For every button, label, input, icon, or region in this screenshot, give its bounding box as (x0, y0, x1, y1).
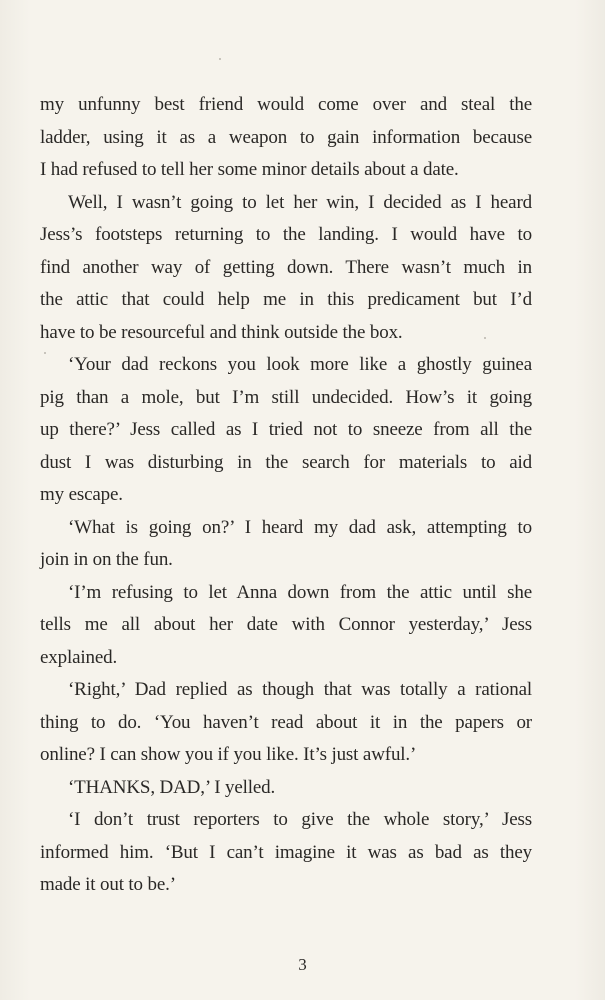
text-line: find another way of getting down. There wasn’t much in (40, 256, 532, 278)
text-line: the attic that could help me in this predicament but I’d (40, 289, 532, 310)
text-line: I had refused to tell her some minor details about a date. (40, 159, 459, 180)
text-line: thing to do. ‘You haven’t read about it in the papers or (40, 711, 532, 733)
text-line: informed him. ‘But I can’t imagine it was as bad as they (40, 841, 532, 863)
text-line: online? I can show you if you like. It’s just awful.’ (40, 744, 417, 765)
text-line: my unfunny best friend would come over and steal the (40, 94, 532, 115)
paragraph (40, 772, 532, 805)
text-line: ‘Your dad reckons you look more like a ghostly guinea (68, 354, 532, 375)
text-line: pig than a mole, but I’m still undecided. How’s it going (40, 386, 532, 408)
paragraph (40, 804, 532, 902)
text-line: dust I was disturbing in the search for materials to aid (40, 451, 532, 473)
text-line: up there?’ Jess called as I tried not to sneeze from all the (40, 419, 532, 440)
text-line: explained. (40, 646, 118, 668)
paragraph (40, 187, 532, 350)
text-line: tells me all about her date with Connor yesterday,’ Jess (40, 614, 532, 635)
text-line: my escape. (40, 484, 123, 505)
text-line: Jess’s footsteps returning to the landing. I would have to (40, 224, 532, 245)
text-line: made it out to be.’ (40, 874, 176, 895)
paper-speck (219, 58, 221, 60)
text-line: ‘I’m refusing to let Anna down from the attic until she (68, 581, 532, 603)
text-line: ‘I don’t trust reporters to give the whole story,’ Jess (68, 809, 532, 830)
text-line: Well, I wasn’t going to let her win, I decided as I heard (68, 191, 532, 213)
paragraph (40, 577, 532, 675)
page-number: 3 (298, 955, 307, 974)
paragraph (40, 512, 532, 577)
text-line: join in on the fun. (40, 549, 173, 570)
text-line: ‘What is going on?’ I heard my dad ask, attempting to (68, 516, 532, 538)
paragraph (40, 89, 532, 187)
paragraph (40, 674, 532, 772)
text-line: ‘Right,’ Dad replied as though that was totally a rational (68, 679, 532, 700)
text-line: ladder, using it as a weapon to gain information because (40, 126, 532, 148)
paragraph (40, 349, 532, 512)
body-text (40, 89, 532, 902)
text-line: ‘THANKS, DAD,’ I yelled. (68, 776, 276, 798)
text-line: have to be resourceful and think outside the box. (40, 321, 403, 343)
